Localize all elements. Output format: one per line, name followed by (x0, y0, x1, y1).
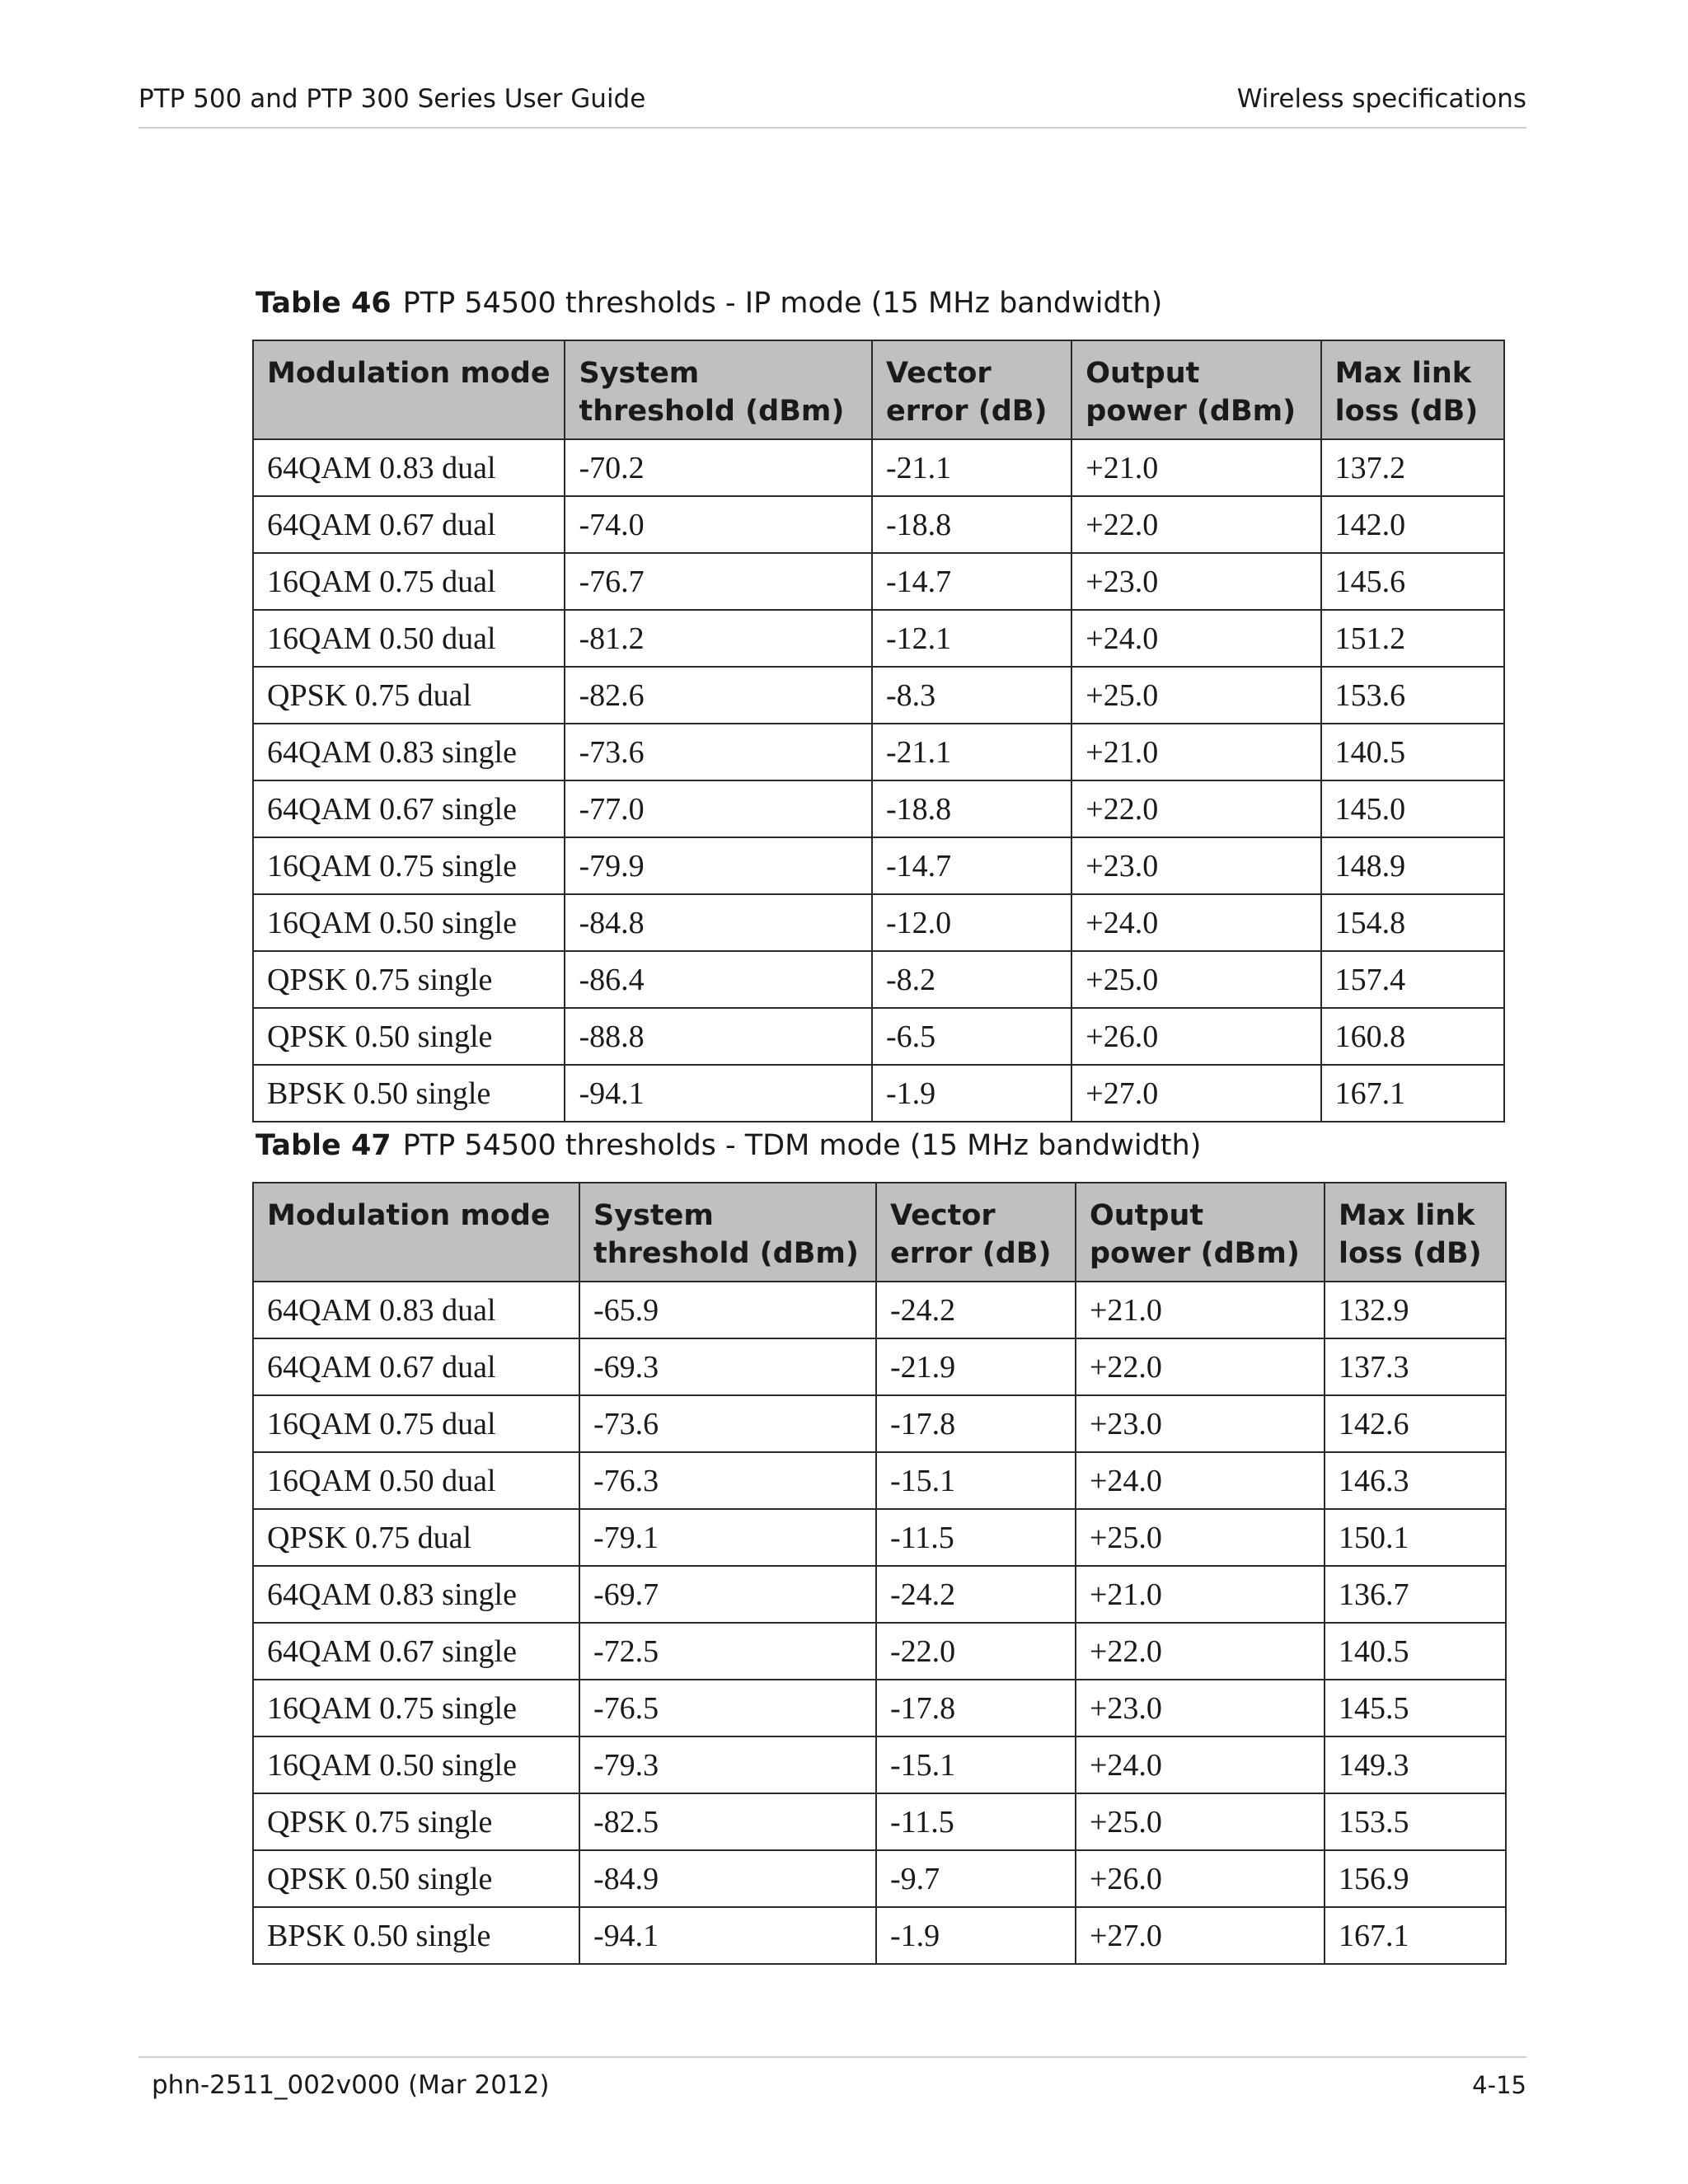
cell-system-threshold: -79.9 (565, 837, 871, 894)
cell-vector-error: -21.1 (872, 724, 1071, 780)
table-header-row (253, 340, 1504, 439)
cell-modulation-mode: QPSK 0.75 dual (253, 1509, 579, 1566)
table-row (253, 1282, 1506, 1338)
cell-max-link-loss: 145.0 (1321, 780, 1504, 837)
cell-output-power: +24.0 (1071, 894, 1320, 951)
cell-vector-error: -9.7 (876, 1850, 1076, 1907)
cell-max-link-loss: 136.7 (1325, 1566, 1506, 1623)
cell-output-power: +21.0 (1076, 1282, 1325, 1338)
cell-vector-error: -8.2 (872, 951, 1071, 1008)
header-section-title: Wireless specifications (1236, 84, 1526, 114)
cell-output-power: +26.0 (1071, 1008, 1320, 1065)
cell-vector-error: -1.9 (876, 1907, 1076, 1964)
cell-output-power: +22.0 (1076, 1623, 1325, 1680)
cell-system-threshold: -73.6 (579, 1395, 876, 1452)
cell-vector-error: -18.8 (872, 496, 1071, 553)
cell-modulation-mode: 16QAM 0.50 dual (253, 610, 565, 667)
cell-system-threshold: -79.1 (579, 1509, 876, 1566)
cell-system-threshold: -81.2 (565, 610, 871, 667)
cell-vector-error: -12.1 (872, 610, 1071, 667)
cell-system-threshold: -86.4 (565, 951, 871, 1008)
cell-vector-error: -11.5 (876, 1509, 1076, 1566)
cell-output-power: +21.0 (1071, 724, 1320, 780)
column-header-max-link-loss: Max link loss (dB) (1325, 1183, 1506, 1282)
page-header (138, 76, 1526, 122)
table-row (253, 1452, 1506, 1509)
cell-max-link-loss: 153.5 (1325, 1793, 1506, 1850)
cell-max-link-loss: 140.5 (1321, 724, 1504, 780)
footer-document-id: phn-2511_002v000 (Mar 2012) (152, 2070, 550, 2100)
table-row (253, 894, 1504, 951)
cell-output-power: +26.0 (1076, 1850, 1325, 1907)
cell-output-power: +27.0 (1076, 1907, 1325, 1964)
table-row (253, 610, 1504, 667)
table-row (253, 1850, 1506, 1907)
cell-system-threshold: -73.6 (565, 724, 871, 780)
cell-modulation-mode: 16QAM 0.75 single (253, 837, 565, 894)
column-header-output-power: Output power (dBm) (1071, 340, 1320, 439)
cell-system-threshold: -94.1 (565, 1065, 871, 1122)
cell-max-link-loss: 140.5 (1325, 1623, 1506, 1680)
table-row (253, 724, 1504, 780)
cell-modulation-mode: QPSK 0.75 single (253, 1793, 579, 1850)
cell-modulation-mode: 16QAM 0.75 single (253, 1680, 579, 1736)
cell-max-link-loss: 157.4 (1321, 951, 1504, 1008)
cell-output-power: +27.0 (1071, 1065, 1320, 1122)
page-number: 4-15 (1472, 2071, 1526, 2099)
cell-modulation-mode: 64QAM 0.67 dual (253, 1338, 579, 1395)
cell-vector-error: -22.0 (876, 1623, 1076, 1680)
cell-system-threshold: -74.0 (565, 496, 871, 553)
cell-vector-error: -15.1 (876, 1736, 1076, 1793)
cell-max-link-loss: 145.6 (1321, 553, 1504, 610)
table-row (253, 1008, 1504, 1065)
cell-system-threshold: -76.3 (579, 1452, 876, 1509)
column-header-max-link-loss: Max link loss (dB) (1321, 340, 1504, 439)
cell-max-link-loss: 156.9 (1325, 1850, 1506, 1907)
cell-system-threshold: -84.8 (565, 894, 871, 951)
cell-system-threshold: -69.3 (579, 1338, 876, 1395)
cell-output-power: +22.0 (1076, 1338, 1325, 1395)
table-47-label: Table 47 (256, 1129, 392, 1162)
cell-system-threshold: -76.7 (565, 553, 871, 610)
column-header-modulation-mode: Modulation mode (253, 1183, 579, 1282)
cell-system-threshold: -94.1 (579, 1907, 876, 1964)
cell-output-power: +23.0 (1076, 1680, 1325, 1736)
cell-modulation-mode: BPSK 0.50 single (253, 1907, 579, 1964)
table-46-title: PTP 54500 thresholds - IP mode (15 MHz bandwidth) (402, 287, 1163, 320)
cell-modulation-mode: 64QAM 0.83 single (253, 1566, 579, 1623)
cell-modulation-mode: 64QAM 0.67 single (253, 1623, 579, 1680)
table-row (253, 1566, 1506, 1623)
cell-modulation-mode: 16QAM 0.50 dual (253, 1452, 579, 1509)
table-row (253, 951, 1504, 1008)
cell-vector-error: -21.9 (876, 1338, 1076, 1395)
cell-system-threshold: -76.5 (579, 1680, 876, 1736)
cell-max-link-loss: 153.6 (1321, 667, 1504, 724)
table-row (253, 1736, 1506, 1793)
cell-output-power: +24.0 (1071, 610, 1320, 667)
cell-max-link-loss: 146.3 (1325, 1452, 1506, 1509)
cell-system-threshold: -82.5 (579, 1793, 876, 1850)
table-row (253, 1793, 1506, 1850)
cell-system-threshold: -77.0 (565, 780, 871, 837)
header-guide-title: PTP 500 and PTP 300 Series User Guide (138, 84, 646, 114)
table-row (253, 1680, 1506, 1736)
cell-system-threshold: -88.8 (565, 1008, 871, 1065)
column-header-system-threshold: System threshold (dBm) (565, 340, 871, 439)
cell-modulation-mode: QPSK 0.50 single (253, 1850, 579, 1907)
cell-system-threshold: -82.6 (565, 667, 871, 724)
cell-vector-error: -15.1 (876, 1452, 1076, 1509)
cell-modulation-mode: QPSK 0.75 dual (253, 667, 565, 724)
cell-max-link-loss: 145.5 (1325, 1680, 1506, 1736)
cell-output-power: +25.0 (1076, 1509, 1325, 1566)
table-row (253, 1065, 1504, 1122)
table-46-label: Table 46 (256, 287, 392, 320)
cell-max-link-loss: 154.8 (1321, 894, 1504, 951)
header-rule (138, 127, 1526, 129)
cell-modulation-mode: 16QAM 0.50 single (253, 1736, 579, 1793)
column-header-modulation-mode: Modulation mode (253, 340, 565, 439)
cell-max-link-loss: 137.3 (1325, 1338, 1506, 1395)
cell-output-power: +21.0 (1076, 1566, 1325, 1623)
cell-output-power: +23.0 (1071, 837, 1320, 894)
cell-modulation-mode: BPSK 0.50 single (253, 1065, 565, 1122)
cell-output-power: +25.0 (1071, 667, 1320, 724)
table-46-caption (256, 287, 1162, 320)
footer-rule (138, 2056, 1526, 2058)
cell-max-link-loss: 149.3 (1325, 1736, 1506, 1793)
cell-output-power: +23.0 (1071, 553, 1320, 610)
table-row (253, 439, 1504, 496)
cell-output-power: +22.0 (1071, 780, 1320, 837)
cell-output-power: +25.0 (1076, 1793, 1325, 1850)
column-header-vector-error: Vector error (dB) (872, 340, 1071, 439)
cell-system-threshold: -84.9 (579, 1850, 876, 1907)
cell-max-link-loss: 150.1 (1325, 1509, 1506, 1566)
cell-vector-error: -11.5 (876, 1793, 1076, 1850)
table-row (253, 1509, 1506, 1566)
cell-modulation-mode: QPSK 0.75 single (253, 951, 565, 1008)
cell-output-power: +21.0 (1071, 439, 1320, 496)
cell-modulation-mode: 64QAM 0.83 single (253, 724, 565, 780)
table-row (253, 837, 1504, 894)
table-47-caption (256, 1129, 1201, 1162)
table-row (253, 496, 1504, 553)
cell-system-threshold: -69.7 (579, 1566, 876, 1623)
cell-max-link-loss: 142.0 (1321, 496, 1504, 553)
cell-output-power: +23.0 (1076, 1395, 1325, 1452)
page-footer (152, 2062, 1526, 2108)
cell-max-link-loss: 142.6 (1325, 1395, 1506, 1452)
cell-vector-error: -6.5 (872, 1008, 1071, 1065)
cell-system-threshold: -70.2 (565, 439, 871, 496)
column-header-system-threshold: System threshold (dBm) (579, 1183, 876, 1282)
table-row (253, 553, 1504, 610)
cell-output-power: +25.0 (1071, 951, 1320, 1008)
cell-vector-error: -1.9 (872, 1065, 1071, 1122)
cell-modulation-mode: 64QAM 0.67 dual (253, 496, 565, 553)
table-47-title: PTP 54500 thresholds - TDM mode (15 MHz bandwidth) (402, 1129, 1202, 1162)
table-46 (252, 340, 1505, 1122)
table-row (253, 1623, 1506, 1680)
cell-system-threshold: -79.3 (579, 1736, 876, 1793)
table-row (253, 780, 1504, 837)
cell-max-link-loss: 148.9 (1321, 837, 1504, 894)
cell-vector-error: -24.2 (876, 1566, 1076, 1623)
cell-output-power: +22.0 (1071, 496, 1320, 553)
cell-vector-error: -8.3 (872, 667, 1071, 724)
cell-system-threshold: -72.5 (579, 1623, 876, 1680)
cell-output-power: +24.0 (1076, 1736, 1325, 1793)
cell-vector-error: -24.2 (876, 1282, 1076, 1338)
cell-output-power: +24.0 (1076, 1452, 1325, 1509)
cell-vector-error: -21.1 (872, 439, 1071, 496)
cell-modulation-mode: QPSK 0.50 single (253, 1008, 565, 1065)
table-row (253, 1907, 1506, 1964)
cell-modulation-mode: 16QAM 0.50 single (253, 894, 565, 951)
cell-vector-error: -18.8 (872, 780, 1071, 837)
cell-vector-error: -17.8 (876, 1395, 1076, 1452)
cell-max-link-loss: 132.9 (1325, 1282, 1506, 1338)
cell-vector-error: -17.8 (876, 1680, 1076, 1736)
table-47 (252, 1182, 1507, 1965)
cell-system-threshold: -65.9 (579, 1282, 876, 1338)
table-header-row (253, 1183, 1506, 1282)
cell-modulation-mode: 64QAM 0.83 dual (253, 439, 565, 496)
table-row (253, 1338, 1506, 1395)
cell-modulation-mode: 64QAM 0.83 dual (253, 1282, 579, 1338)
table-row (253, 1395, 1506, 1452)
cell-modulation-mode: 16QAM 0.75 dual (253, 553, 565, 610)
cell-modulation-mode: 64QAM 0.67 single (253, 780, 565, 837)
cell-max-link-loss: 167.1 (1325, 1907, 1506, 1964)
cell-vector-error: -14.7 (872, 553, 1071, 610)
cell-max-link-loss: 151.2 (1321, 610, 1504, 667)
table-row (253, 667, 1504, 724)
cell-modulation-mode: 16QAM 0.75 dual (253, 1395, 579, 1452)
cell-max-link-loss: 137.2 (1321, 439, 1504, 496)
cell-vector-error: -12.0 (872, 894, 1071, 951)
cell-max-link-loss: 160.8 (1321, 1008, 1504, 1065)
cell-max-link-loss: 167.1 (1321, 1065, 1504, 1122)
cell-vector-error: -14.7 (872, 837, 1071, 894)
column-header-vector-error: Vector error (dB) (876, 1183, 1076, 1282)
column-header-output-power: Output power (dBm) (1076, 1183, 1325, 1282)
